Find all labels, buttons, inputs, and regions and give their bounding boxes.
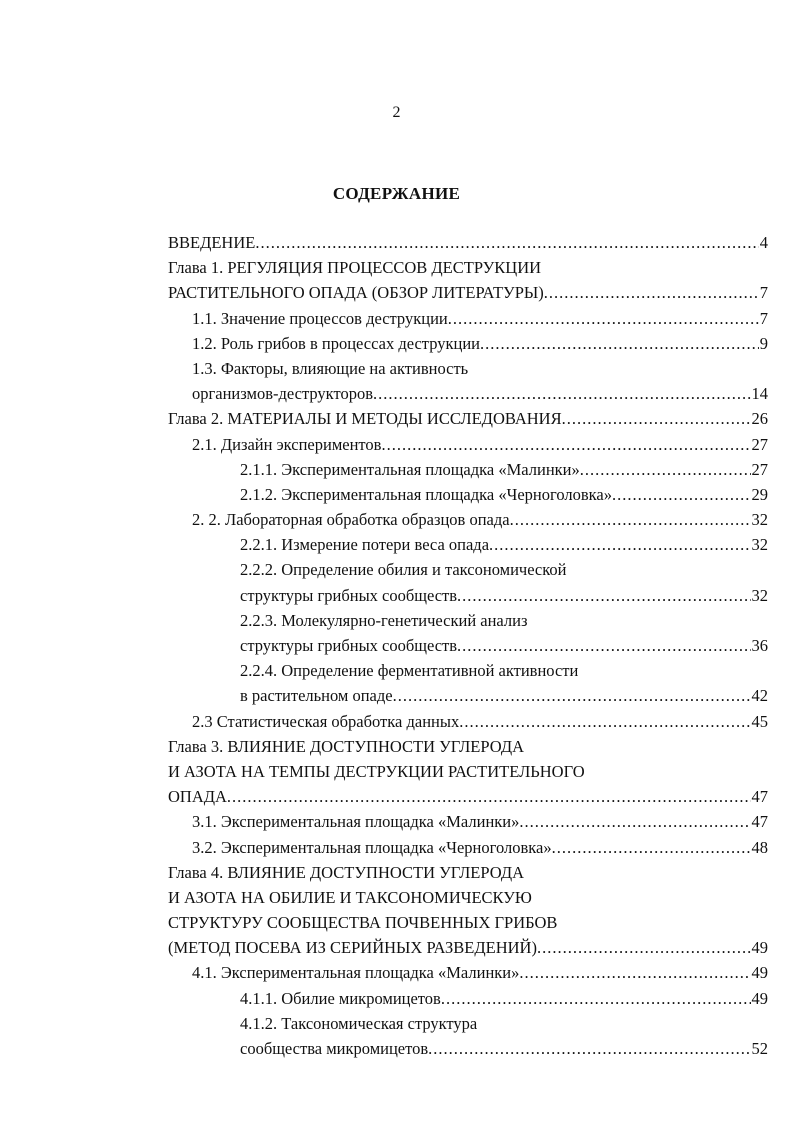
toc-entry	[168, 784, 768, 809]
toc-entry-text: 2.2.2. Определение обилия и таксономической	[240, 560, 567, 580]
toc-leader-dots	[552, 835, 751, 860]
toc-entry-text: 2.2.3. Молекулярно-генетический анализ	[240, 610, 528, 630]
toc-page-number: 32	[751, 510, 768, 530]
toc-entry-text: 2.2.4. Определение ферментативной активности	[240, 661, 579, 681]
toc-entry-text: 2.2.1. Измерение потери веса опада	[240, 535, 490, 555]
toc-entry	[168, 709, 768, 734]
toc-entry-text: Глава 1. РЕГУЛЯЦИЯ ПРОЦЕССОВ ДЕСТРУКЦИИ	[168, 258, 542, 278]
toc-leader-dots	[580, 457, 751, 482]
toc-page-number: 52	[751, 1039, 768, 1058]
toc-entry-text: (МЕТОД ПОСЕВА ИЗ СЕРИЙНЫХ РАЗВЕДЕНИЙ)	[168, 938, 537, 958]
toc-entry	[168, 809, 768, 834]
toc-entry	[168, 658, 768, 683]
toc-entry	[168, 432, 768, 457]
toc-leader-dots	[510, 507, 751, 532]
toc-entry-text: 2.1.2. Экспериментальная площадка «Черноголовка»	[240, 484, 612, 504]
toc-leader-dots	[562, 406, 751, 431]
toc-entry-text: 3.1. Экспериментальная площадка «Малинки»	[192, 812, 520, 832]
toc-leader-dots	[489, 532, 750, 557]
toc-entry	[168, 507, 768, 532]
toc-entry-text: 2. 2. Лабораторная обработка образцов опада	[192, 510, 510, 530]
toc-page-number: 32	[751, 535, 768, 555]
toc-entry	[168, 759, 768, 784]
toc-entry-text: организмов-деструкторов	[192, 384, 373, 404]
toc-entry-text: 1.1. Значение процессов деструкции	[192, 308, 448, 328]
toc-page-number: 42	[751, 686, 768, 706]
toc-leader-dots	[537, 935, 751, 960]
toc-entry-text: 2.1. Дизайн экспериментов	[192, 434, 382, 454]
toc-entry	[168, 306, 768, 331]
toc-leader-dots	[612, 482, 751, 507]
toc-entry	[168, 381, 768, 406]
toc-entry	[168, 557, 768, 582]
toc-entry-text: 1.2. Роль грибов в процессах деструкции	[192, 333, 480, 353]
toc-entry	[168, 608, 768, 633]
toc-page-number: 4	[759, 233, 768, 252]
toc-page-number: 45	[751, 711, 768, 731]
toc-page-number: 49	[751, 938, 768, 958]
toc-leader-dots	[519, 809, 750, 834]
table-of-contents	[168, 230, 768, 1061]
toc-page-number: 47	[751, 812, 768, 832]
toc-entry-text: 3.2. Экспериментальная площадка «Черноголовка»	[192, 837, 552, 857]
toc-page-number: 32	[751, 585, 768, 605]
toc-leader-dots	[480, 331, 759, 356]
toc-page-number: 9	[759, 333, 768, 353]
toc-entry	[168, 986, 768, 1011]
toc-entry-text: 2.1.1. Экспериментальная площадка «Малинки»	[240, 459, 580, 479]
toc-page-number: 27	[751, 459, 768, 479]
toc-entry	[168, 280, 768, 305]
toc-leader-dots	[457, 633, 750, 658]
toc-page-number: 29	[751, 484, 768, 504]
toc-entry	[168, 532, 768, 557]
toc-entry	[168, 860, 768, 885]
toc-entry-text: 4.1.1. Обилие микромицетов	[240, 988, 441, 1008]
toc-page-number: 26	[751, 409, 768, 429]
toc-page-number: 7	[759, 283, 768, 303]
toc-page-number: 47	[751, 787, 768, 807]
toc-leader-dots	[448, 306, 759, 331]
toc-entry	[168, 935, 768, 960]
toc-leader-dots	[393, 683, 751, 708]
toc-entry	[168, 885, 768, 910]
page-title: СОДЕРЖАНИЕ	[332, 184, 461, 203]
toc-entry-text: Глава 2. МАТЕРИАЛЫ И МЕТОДЫ ИССЛЕДОВАНИЯ	[168, 409, 562, 429]
toc-entry-text: структуры грибных сообществ	[240, 636, 458, 655]
toc-leader-dots	[519, 960, 750, 985]
toc-entry	[168, 960, 768, 985]
toc-page-number: 48	[751, 837, 768, 857]
toc-entry	[168, 734, 768, 759]
toc-leader-dots	[381, 432, 750, 457]
toc-entry	[168, 583, 768, 608]
toc-leader-dots	[457, 583, 750, 608]
toc-entry-text: структуры грибных сообществ	[240, 585, 458, 605]
toc-page-number: 36	[751, 636, 768, 655]
toc-leader-dots	[428, 1036, 750, 1061]
toc-entry	[168, 230, 768, 255]
toc-entry	[168, 1011, 768, 1036]
toc-entry-text: И АЗОТА НА ТЕМПЫ ДЕСТРУКЦИИ РАСТИТЕЛЬНОГО	[168, 761, 585, 781]
toc-entry-text: СТРУКТУРУ СООБЩЕСТВА ПОЧВЕННЫХ ГРИБОВ	[168, 913, 558, 933]
toc-entry-text: 4.1.2. Таксономическая структура	[240, 1013, 478, 1033]
toc-page-number: 7	[759, 308, 768, 328]
toc-entry	[168, 633, 768, 658]
page-number: 2	[392, 104, 401, 121]
toc-leader-dots	[255, 230, 758, 255]
toc-leader-dots	[544, 280, 759, 305]
toc-entry	[168, 356, 768, 381]
toc-entry-text: РАСТИТЕЛЬНОГО ОПАДА (ОБЗОР ЛИТЕРАТУРЫ)	[168, 283, 544, 303]
toc-page-number: 27	[751, 434, 768, 454]
toc-entry-text: в растительном опаде	[240, 686, 393, 706]
toc-entry	[168, 910, 768, 935]
toc-entry	[168, 1036, 768, 1061]
toc-entry-text: сообщества микромицетов	[240, 1039, 429, 1058]
toc-entry-text: Глава 3. ВЛИЯНИЕ ДОСТУПНОСТИ УГЛЕРОДА	[168, 736, 525, 756]
toc-leader-dots	[459, 709, 750, 734]
toc-entry	[168, 835, 768, 860]
toc-page-number: 14	[751, 384, 768, 404]
toc-entry-text: 1.3. Факторы, влияющие на активность	[192, 358, 469, 378]
toc-leader-dots	[441, 986, 751, 1011]
toc-entry	[168, 683, 768, 708]
toc-page-number: 49	[751, 963, 768, 983]
toc-entry-text: ВВЕДЕНИЕ	[168, 233, 256, 252]
toc-entry-text: И АЗОТА НА ОБИЛИЕ И ТАКСОНОМИЧЕСКУЮ	[168, 887, 532, 907]
toc-page-number: 49	[751, 988, 768, 1008]
toc-entry-text: 2.3 Статистическая обработка данных	[192, 711, 460, 731]
toc-entry	[168, 255, 768, 280]
toc-entry	[168, 331, 768, 356]
toc-entry-text: 4.1. Экспериментальная площадка «Малинки»	[192, 963, 520, 983]
toc-entry-text: ОПАДА	[168, 787, 227, 807]
toc-leader-dots	[227, 784, 751, 809]
toc-leader-dots	[373, 381, 751, 406]
toc-entry	[168, 457, 768, 482]
toc-entry	[168, 482, 768, 507]
toc-entry	[168, 406, 768, 431]
toc-entry-text: Глава 4. ВЛИЯНИЕ ДОСТУПНОСТИ УГЛЕРОДА	[168, 862, 525, 882]
